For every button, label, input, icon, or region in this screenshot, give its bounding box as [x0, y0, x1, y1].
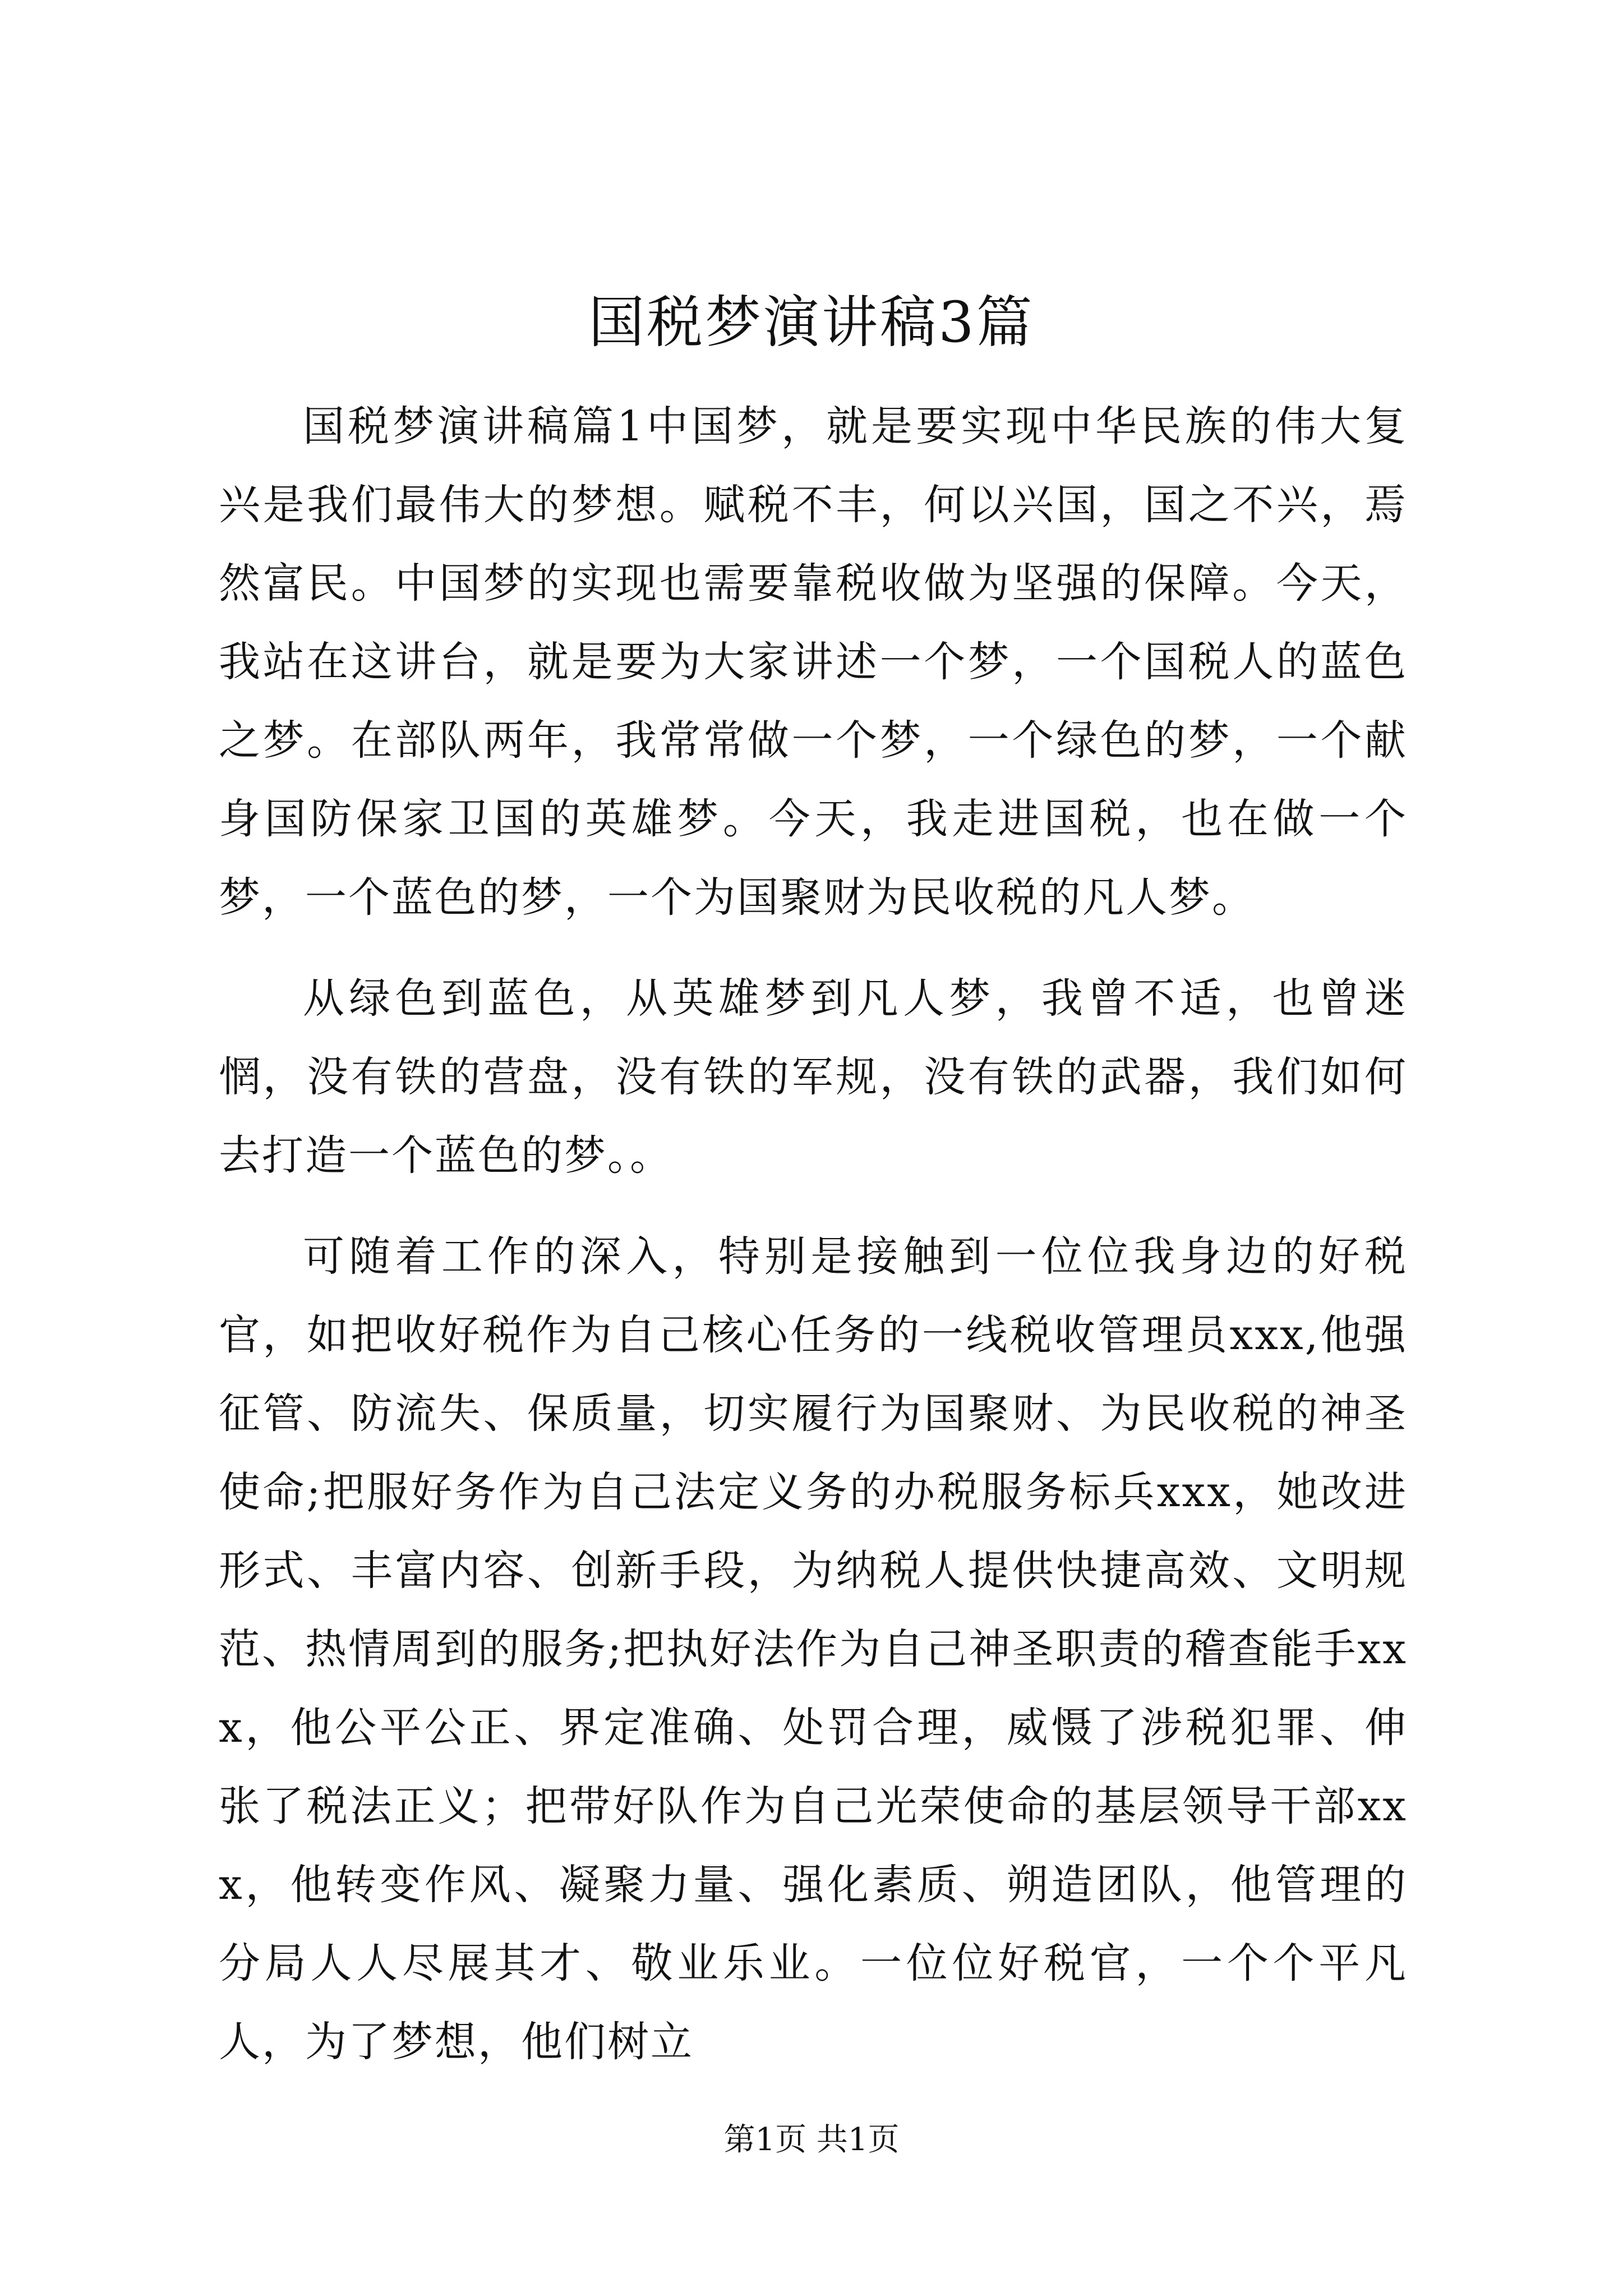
paragraph-1: 国税梦演讲稿篇1中国梦，就是要实现中华民族的伟大复兴是我们最伟大的梦想。赋税不丰，何以兴国，国之不兴，焉然富民。中国梦的实现也需要靠税收做为坚强的保障。今天，我站在这讲台，就是要为大家讲述一个梦，一个国税人的蓝色之梦。在部队两年，我常常做一个梦，一个绿色的梦，一个献身国防保家卫国的英雄梦。今天，我走进国税，也在做一个梦，一个蓝色的梦，一个为国聚财为民收税的凡人梦。	[219, 402, 1408, 922]
document-title: 国税梦演讲稿3篇	[588, 289, 1035, 355]
page-footer: 第1页 共1页	[723, 2122, 900, 2158]
paragraph-2: 从绿色到蓝色，从英雄梦到凡人梦，我曾不适，也曾迷惘，没有铁的营盘，没有铁的军规，没有铁的武器，我们如何去打造一个蓝色的梦。。	[219, 974, 1408, 1180]
document-body	[219, 387, 1408, 2081]
paragraph-3: 可随着工作的深入，特别是接触到一位位我身边的好税官，如把收好税作为自己核心任务的一线税收管理员xxx,他强征管、防流失、保质量，切实履行为国聚财、为民收税的神圣使命;把服好务作为自己法定义务的办税服务标兵xxx，她改进形式、丰富内容、创新手段，为纳税人提供快捷高效、文明规范、热情周到的服务;把执好法作为自己神圣职责的稽查能手xxx，他公平公正、界定准确、处罚合理，威慑了涉税犯罪、伸张了税法正义；把带好队作为自己光荣使命的基层领导干部xxx，他转变作风、凝聚力量、强化素质、朔造团队，他管理的分局人人尽展其才、敬业乐业。一位位好税官，一个个平凡人，为了梦想，他们树立	[219, 1232, 1408, 2066]
